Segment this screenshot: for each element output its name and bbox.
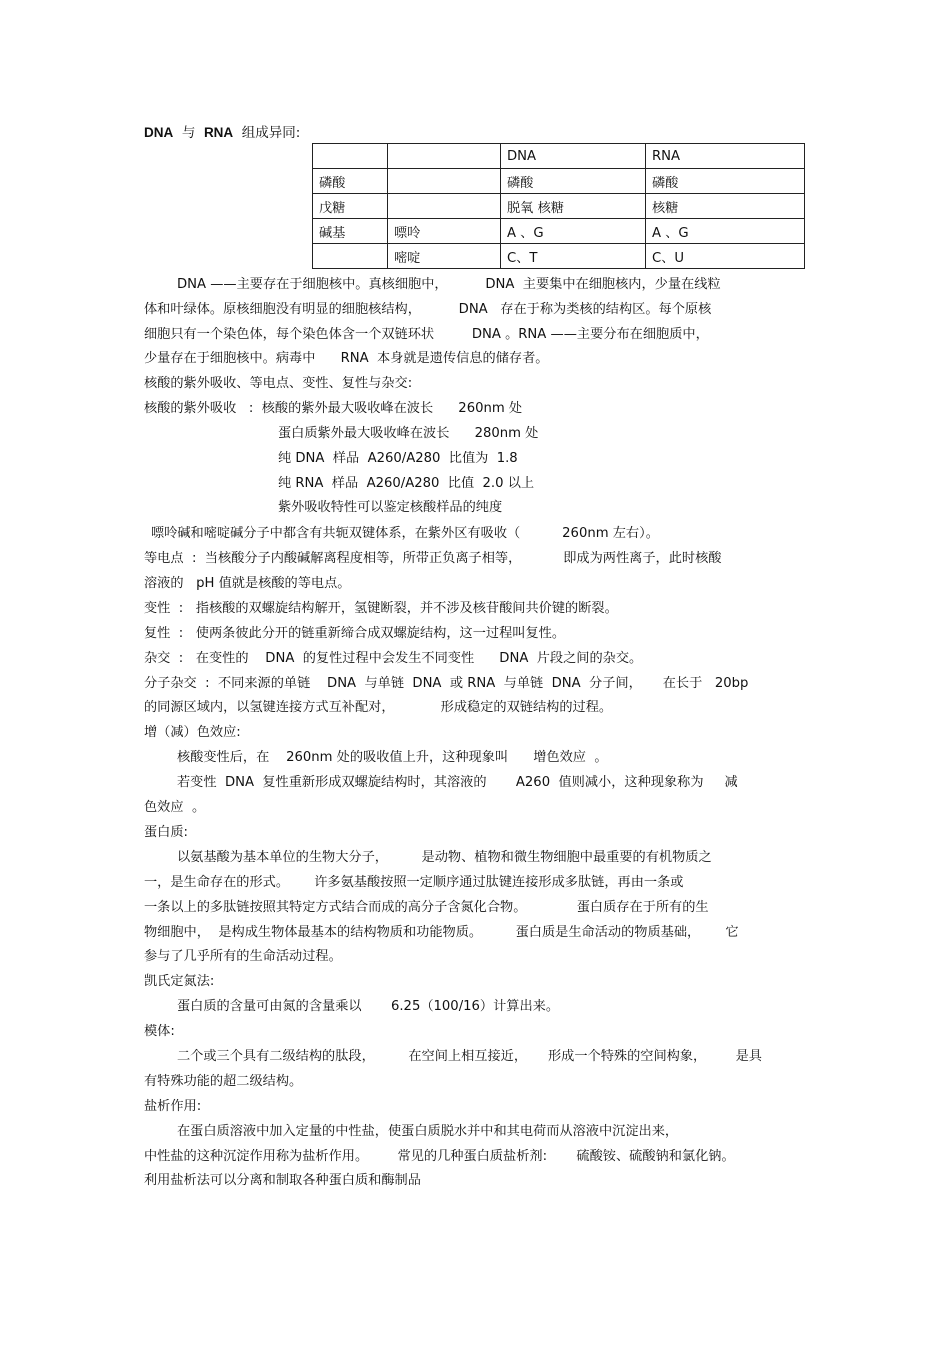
title-dna: DNA — [144, 125, 174, 140]
table-cell: 脱氧 核糖 — [501, 194, 646, 219]
table-cell — [388, 144, 501, 169]
table-cell: DNA — [501, 144, 646, 169]
title-yu: 与 — [181, 125, 196, 141]
paragraph-line: 参与了几乎所有的生命活动过程。 — [144, 949, 342, 964]
table-cell: 核糖 — [646, 194, 805, 219]
section-heading: 增（减）色效应: — [144, 725, 241, 740]
table-cell — [388, 169, 501, 194]
paragraph-line: 少量存在于细胞核中。病毒中 RNA 本身就是遗传信息的储存者。 — [144, 351, 549, 366]
paragraph-line: 的同源区域内，以氢键连接方式互补配对， 形成稳定的双链结构的过程。 — [144, 700, 613, 715]
paragraph-line: 蛋白质紫外最大吸收峰在波长 280nm 处 — [278, 426, 539, 441]
table-cell: 嘧啶 — [388, 244, 501, 269]
paragraph-line: 一条以上的多肽链按照其特定方式结合而成的高分子含氮化合物。 蛋白质存在于所有的生 — [144, 900, 709, 915]
paragraph-line: 等电点 : 当核酸分子内酸碱解离程度相等，所带正负离子相等， 即成为两性离子，此时核酸 — [144, 551, 722, 566]
table-row — [313, 169, 805, 194]
paragraph-line: 若变性 DNA 复性重新形成双螺旋结构时，其溶液的 A260 值则减小，这种现象称为 减 — [177, 775, 738, 790]
paragraph-line: 物细胞中， 是构成生物体最基本的结构物质和功能物质。 蛋白质是生命活动的物质基础， 它 — [144, 925, 739, 940]
table-row — [313, 219, 805, 244]
title-rest: 组成异同: — [241, 125, 301, 141]
table-row — [313, 144, 805, 169]
table-row — [313, 244, 805, 269]
paragraph-line: 体和叶绿体。原核细胞没有明显的细胞核结构， DNA 存在于称为类核的结构区。每个原核 — [144, 302, 712, 317]
paragraph-line: 核酸变性后，在 260nm 处的吸收值上升，这种现象叫 增色效应 。 — [177, 750, 608, 765]
section-title-dna-rna — [144, 121, 300, 141]
table-cell — [313, 244, 388, 269]
table-cell: 嘌呤 — [388, 219, 501, 244]
paragraph-line: DNA ——主要存在于细胞核中。真核细胞中， DNA 主要集中在细胞核内，少量在线粒 — [177, 277, 721, 292]
paragraph-line: 在蛋白质溶液中加入定量的中性盐，使蛋白质脱水并中和其电荷而从溶液中沉淀出来， — [177, 1124, 679, 1139]
table-cell: 磷酸 — [313, 169, 388, 194]
table-cell: C、U — [646, 244, 805, 269]
section-heading: 核酸的紫外吸收、等电点、变性、复性与杂交: — [144, 376, 413, 391]
paragraph-line: 杂交 : 在变性的 DNA 的复性过程中会发生不同变性 DNA 片段之间的杂交。 — [144, 651, 643, 666]
table-cell: A 、G — [501, 219, 646, 244]
section-heading: 蛋白质: — [144, 825, 189, 840]
paragraph-line: 以氨基酸为基本单位的生物大分子， 是动物、植物和微生物细胞中最重要的有机物质之 — [177, 850, 712, 865]
dna-rna-comparison-table — [312, 143, 805, 269]
paragraph-line: 溶液的 pH 值就是核酸的等电点。 — [144, 576, 351, 591]
table-cell: 磷酸 — [501, 169, 646, 194]
table-cell: 碱基 — [313, 219, 388, 244]
paragraph-line: 纯 RNA 样品 A260/A280 比值 2.0 以上 — [278, 476, 535, 491]
paragraph-line: 变性 : 指核酸的双螺旋结构解开，氢键断裂，并不涉及核苷酸间共价键的断裂。 — [144, 601, 618, 616]
paragraph-line: 分子杂交 : 不同来源的单链 DNA 与单链 DNA 或 RNA 与单链 DNA 分子间， 在长于 20bp — [144, 676, 749, 691]
paragraph-line: 二个或三个具有二级结构的肽段， 在空间上相互接近， 形成一个特殊的空间构象， 是具 — [177, 1049, 762, 1064]
paragraph-line: 复性 : 使两条彼此分开的链重新缔合成双螺旋结构，这一过程叫复性。 — [144, 626, 566, 641]
paragraph-line: 蛋白质的含量可由氮的含量乘以 6.25（100/16）计算出来。 — [177, 999, 560, 1014]
table-cell — [313, 144, 388, 169]
table-cell — [388, 194, 501, 219]
paragraph-line: 色效应 。 — [144, 800, 206, 815]
paragraph-line: 嘌呤碱和嘧啶碱分子中都含有共轭双键体系，在紫外区有吸收（ 260nm 左右）。 — [151, 526, 659, 541]
paragraph-line: 核酸的紫外吸收 : 核酸的紫外最大吸收峰在波长 260nm 处 — [144, 401, 523, 416]
section-heading: 盐析作用: — [144, 1099, 202, 1114]
paragraph-line: 紫外吸收特性可以鉴定核酸样品的纯度 — [278, 500, 503, 515]
table-row — [313, 194, 805, 219]
paragraph-line: 一，是生命存在的形式。 许多氨基酸按照一定顺序通过肽键连接形成多肽链，再由一条或 — [144, 875, 684, 890]
paragraph-line: 利用盐析法可以分离和制取各种蛋白质和酶制品 — [144, 1173, 421, 1188]
title-rna: RNA — [203, 125, 234, 140]
paragraph-line: 中性盐的这种沉淀作用称为盐析作用。 常见的几种蛋白质盐析剂: 硫酸铵、硫酸钠和氯化钠。 — [144, 1149, 735, 1164]
table-cell: 磷酸 — [646, 169, 805, 194]
table-cell: 戊糖 — [313, 194, 388, 219]
section-heading: 模体: — [144, 1024, 175, 1039]
paragraph-line: 有特殊功能的超二级结构。 — [144, 1074, 303, 1089]
table-cell: A 、G — [646, 219, 805, 244]
paragraph-line: 纯 DNA 样品 A260/A280 比值为 1.8 — [278, 451, 518, 466]
paragraph-line: 细胞只有一个染色体，每个染色体含一个双链环状 DNA 。RNA ——主要分布在细胞质中， — [144, 327, 709, 342]
table-cell: C、T — [501, 244, 646, 269]
section-heading: 凯氏定氮法: — [144, 974, 215, 989]
table-cell: RNA — [646, 144, 805, 169]
